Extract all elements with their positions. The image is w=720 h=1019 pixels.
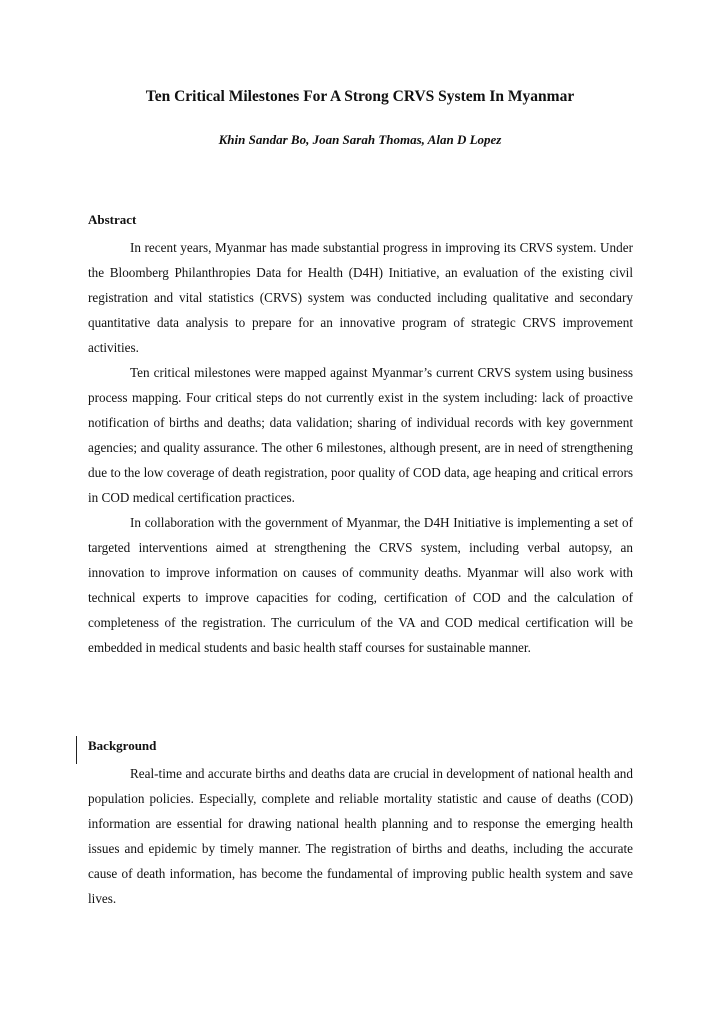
background-heading: Background [88, 738, 157, 753]
abstract-paragraph-2: Ten critical milestones were mapped against Myanmar’s current CRVS system using business process mapping. Four critical steps do not currently exist in the system including: lack of proactive notification of births and deaths; data validation; sharing of individual records with key government agencies; and quality assurance. The other 6 milestones, although present, are in need of strengthening due to the low coverage of death registration, poor quality of COD data, age heaping and critical errors in COD medical certification practices. [88, 365, 633, 505]
background-section [88, 736, 633, 911]
abstract-section [88, 210, 633, 660]
abstract-heading: Abstract [88, 212, 137, 227]
author-list: Khin Sandar Bo, Joan Sarah Thomas, Alan D Lopez [218, 132, 502, 147]
abstract-paragraph-1: In recent years, Myanmar has made substantial progress in improving its CRVS system. Under the Bloomberg Philanthropies Data for Health (D4H) Initiative, an evaluation of the existing civil registration and vital statistics (CRVS) system was conducted including qualitative and secondary quantitative data analysis to prepare for an innovative program of strategic CRVS improvement activities. [88, 240, 633, 355]
paper-title: Ten Critical Milestones For A Strong CRVS System In Myanmar [145, 88, 575, 105]
background-paragraph-1: Real-time and accurate births and deaths data are crucial in development of national health and population policies. Especially, complete and reliable mortality statistic and cause of deaths (COD) information are essential for drawing national health planning and to response the emerging health issues and epidemic by timely manner. The registration of births and deaths, including the accurate cause of death information, has become the fundamental of improving public health system and save lives. [88, 766, 633, 906]
revision-change-bar [76, 736, 77, 764]
abstract-paragraph-3: In collaboration with the government of Myanmar, the D4H Initiative is implementing a set of targeted interventions aimed at strengthening the CRVS system, including verbal autopsy, an innovation to improve information on causes of community deaths. Myanmar will also work with technical experts to improve capacities for coding, certification of COD and the calculation of completeness of the registration. The curriculum of the VA and COD medical certification will be embedded in medical students and basic health staff courses for sustainable manner. [88, 515, 633, 655]
